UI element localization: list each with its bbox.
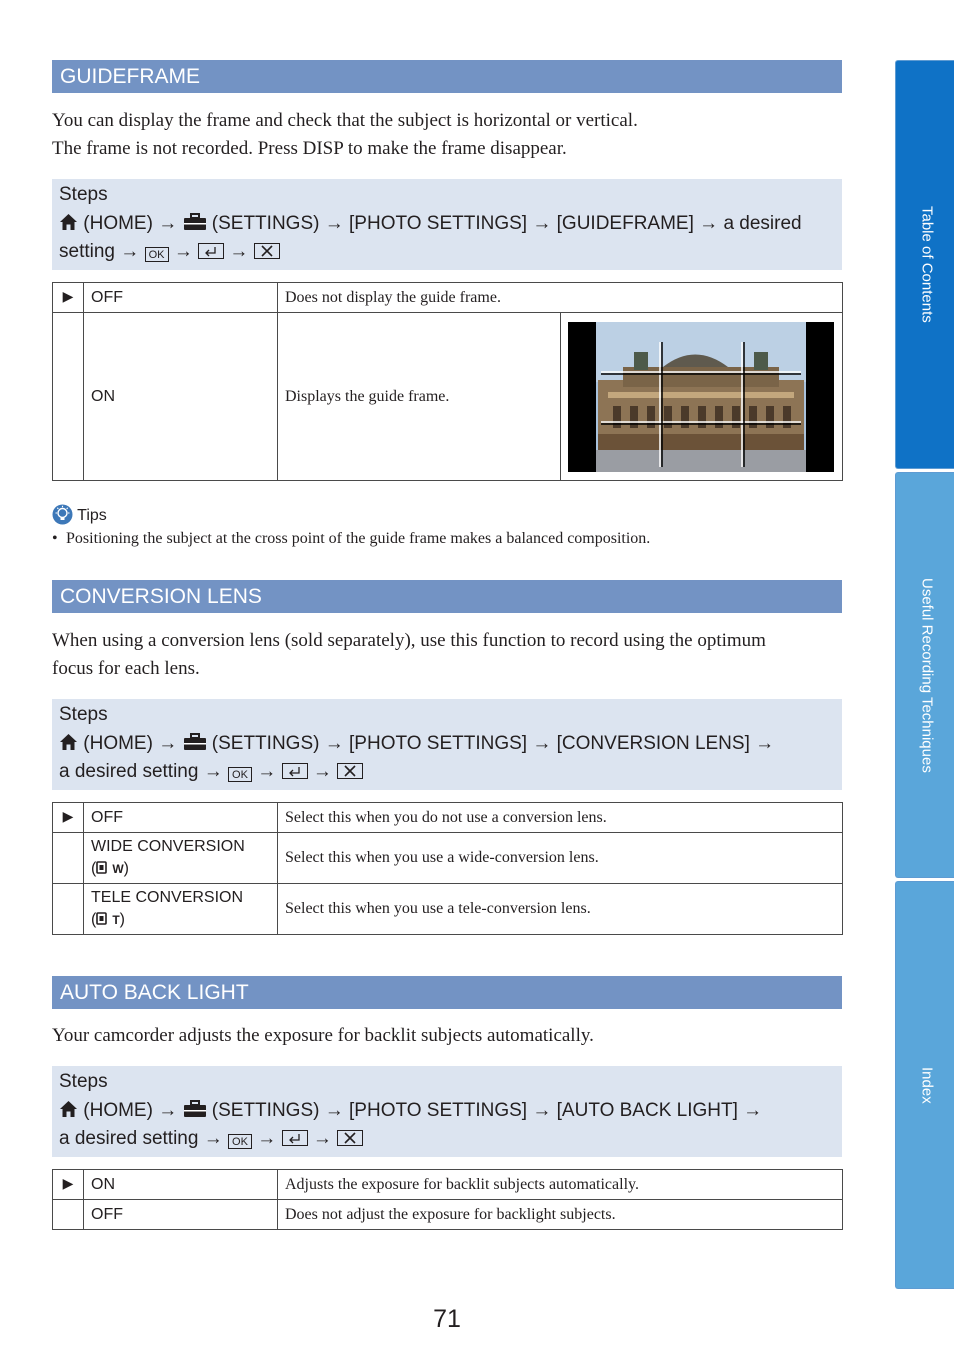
steps-photo-settings: [PHOTO SETTINGS]: [349, 212, 528, 234]
steps-home: (HOME): [83, 732, 153, 754]
arrow: →: [120, 241, 140, 262]
tips-heading: [52, 504, 107, 527]
tab-label: Index: [918, 1066, 936, 1104]
section-title-conversion-lens: CONVERSION LENS: [52, 580, 842, 613]
arrow: →: [203, 1128, 223, 1149]
return-button-icon: [282, 763, 308, 779]
tele-conversion-icon: [96, 911, 112, 926]
conversion-steps: [52, 699, 842, 790]
steps-desired-setting: a desired setting: [59, 761, 199, 782]
conversion-options-table: [52, 802, 843, 935]
guideframe-steps: [52, 179, 842, 270]
return-button-icon: [282, 1130, 308, 1146]
option-desc: Select this when you do not use a conversion lens.: [278, 803, 843, 833]
table-row: [53, 313, 843, 481]
arrow: →: [755, 732, 775, 754]
steps-home: (HOME): [83, 1099, 153, 1121]
ok-button-icon: OK: [228, 767, 252, 782]
option-desc: Displays the guide frame.: [278, 313, 561, 481]
table-row: [53, 283, 843, 313]
arrow: →: [158, 1099, 178, 1121]
table-row: TELE CONVERSION ( T) Select this when you use a tele-conversion lens.: [53, 884, 843, 935]
conversion-intro-line2: focus for each lens.: [52, 658, 200, 679]
table-row: [53, 803, 843, 833]
arrow: →: [699, 212, 719, 234]
guide-frame-photo-icon: [568, 322, 834, 472]
steps-desired: a desired: [723, 212, 802, 234]
arrow: →: [312, 761, 332, 782]
close-button-icon: [337, 763, 363, 779]
settings-toolbox-icon: [183, 1100, 207, 1118]
guideframe-intro-line2: The frame is not recorded. Press DISP to make the frame disappear.: [52, 138, 567, 159]
option-name: OFF: [84, 803, 278, 833]
steps-auto-back-light: [AUTO BACK LIGHT]: [556, 1099, 738, 1121]
arrow: →: [532, 212, 552, 234]
arrow: →: [257, 1128, 277, 1149]
table-row: [53, 1170, 843, 1200]
ok-button-icon: OK: [145, 247, 169, 262]
settings-toolbox-icon: [183, 733, 207, 751]
tab-index[interactable]: [895, 881, 954, 1289]
tab-label: Table of Contents: [918, 206, 936, 323]
tips-label: Tips: [77, 507, 107, 524]
arrow: →: [158, 212, 178, 234]
steps-label: Steps: [59, 184, 108, 205]
option-name: TELE CONVERSION: [91, 889, 244, 906]
lightbulb-icon: [52, 504, 73, 525]
steps-settings: (SETTINGS): [211, 1099, 320, 1121]
steps-label: Steps: [59, 1071, 108, 1092]
steps-conversion-lens: [CONVERSION LENS]: [556, 732, 750, 754]
steps-photo-settings: [PHOTO SETTINGS]: [349, 732, 528, 754]
backlight-intro: Your camcorder adjusts the exposure for backlit subjects automatically.: [52, 1025, 594, 1046]
steps-label: Steps: [59, 704, 108, 725]
steps-setting: setting: [59, 241, 115, 262]
backlight-steps: [52, 1066, 842, 1157]
option-desc: Does not display the guide frame.: [278, 283, 843, 313]
home-icon: [59, 733, 78, 751]
default-marker: ▶: [53, 1170, 84, 1200]
arrow: →: [324, 212, 344, 234]
arrow: →: [203, 761, 223, 782]
arrow: →: [158, 732, 178, 754]
conversion-intro-line1: When using a conversion lens (sold separately), use this function to record using the optimum: [52, 630, 766, 651]
section-title-auto-back-light: AUTO BACK LIGHT: [52, 976, 842, 1009]
arrow: →: [312, 1128, 332, 1149]
tab-useful-recording-techniques[interactable]: [895, 472, 954, 878]
option-name: ON: [84, 1170, 278, 1200]
arrow: →: [743, 1099, 763, 1121]
page-number: 71: [433, 1305, 461, 1333]
steps-settings: (SETTINGS): [211, 212, 320, 234]
wide-conversion-icon: [96, 860, 112, 875]
option-desc: Select this when you use a wide-conversion lens.: [278, 833, 843, 884]
section-title-guideframe: GUIDEFRAME: [52, 60, 842, 93]
home-icon: [59, 213, 78, 231]
option-name: OFF: [84, 1200, 278, 1230]
default-marker: ▶: [53, 803, 84, 833]
option-desc: Does not adjust the exposure for backlight subjects.: [278, 1200, 843, 1230]
option-name: WIDE CONVERSION: [91, 838, 245, 855]
default-marker: ▶: [53, 283, 84, 313]
tips-item: • Positioning the subject at the cross point of the guide frame makes a balanced composition.: [52, 530, 651, 547]
table-row: WIDE CONVERSION ( W) Select this when you use a wide-conversion lens.: [53, 833, 843, 884]
option-name: OFF: [84, 283, 278, 313]
tip-text: Positioning the subject at the cross point of the guide frame makes a balanced composition.: [66, 530, 651, 547]
steps-guideframe: [GUIDEFRAME]: [556, 212, 694, 234]
arrow: →: [324, 1099, 344, 1121]
option-desc: Adjusts the exposure for backlit subjects automatically.: [278, 1170, 843, 1200]
settings-toolbox-icon: [183, 213, 207, 231]
close-button-icon: [337, 1130, 363, 1146]
close-button-icon: [254, 243, 280, 259]
wide-suffix: W: [112, 862, 124, 876]
steps-home: (HOME): [83, 212, 153, 234]
tab-table-of-contents[interactable]: [895, 60, 954, 469]
arrow: →: [532, 732, 552, 754]
backlight-options-table: [52, 1169, 843, 1230]
arrow: →: [532, 1099, 552, 1121]
option-name: ON: [84, 313, 278, 481]
arrow: →: [257, 761, 277, 782]
arrow: →: [229, 241, 249, 262]
steps-photo-settings: [PHOTO SETTINGS]: [349, 1099, 528, 1121]
home-icon: [59, 1100, 78, 1118]
return-button-icon: [198, 243, 224, 259]
steps-settings: (SETTINGS): [211, 732, 320, 754]
ok-button-icon: OK: [228, 1134, 252, 1149]
guideframe-options-table: [52, 282, 843, 481]
table-row: [53, 1200, 843, 1230]
steps-desired-setting: a desired setting: [59, 1128, 199, 1149]
arrow: →: [173, 241, 193, 262]
option-desc: Select this when you use a tele-conversion lens.: [278, 884, 843, 935]
arrow: →: [324, 732, 344, 754]
tab-label: Useful Recording Techniques: [918, 577, 936, 773]
tele-suffix: T: [112, 913, 120, 927]
guideframe-intro-line1: You can display the frame and check that the subject is horizontal or vertical.: [52, 110, 638, 131]
